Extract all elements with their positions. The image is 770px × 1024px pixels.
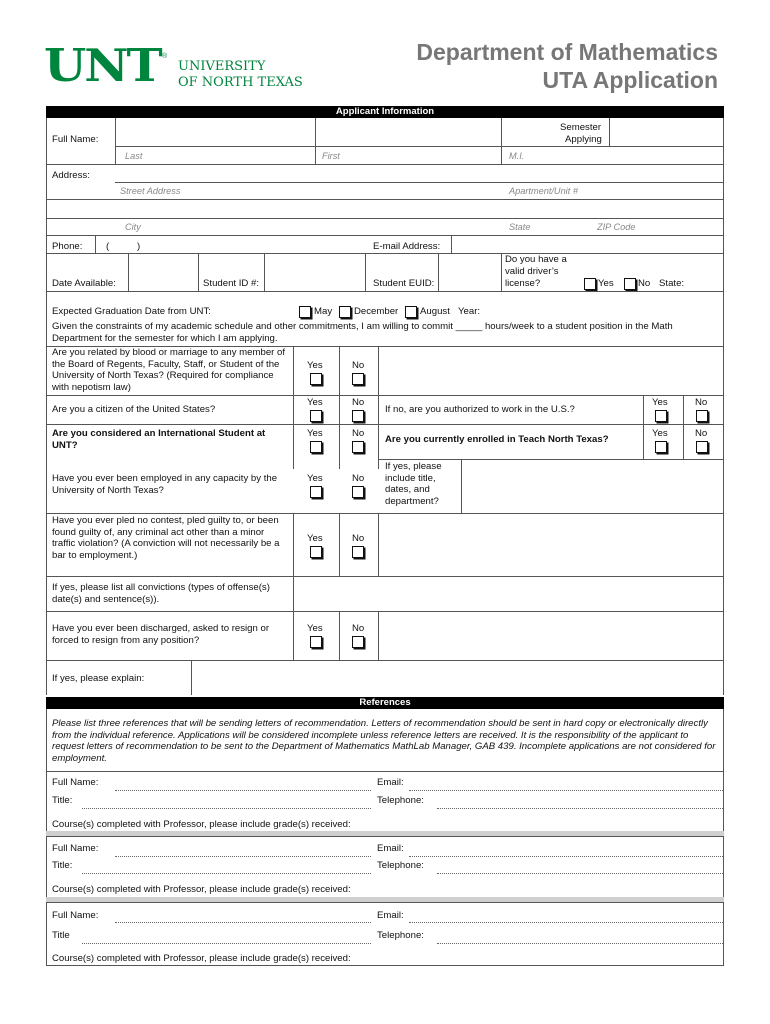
license-question-1: Do you have a: [505, 254, 567, 265]
ref2-telephone-input[interactable]: [440, 860, 717, 871]
international-question: Are you considered an International Student at UNT?: [52, 428, 266, 451]
email-label: E-mail Address:: [373, 241, 441, 252]
ref1-telephone-label: Telephone:: [377, 795, 424, 806]
page-subtitle: UTA Application: [542, 67, 718, 93]
criminal-no-checkbox[interactable]: [352, 546, 364, 558]
ref3-courses-label: Course(s) completed with Professor, please include grade(s) received:: [52, 953, 351, 964]
ref1-full-name-label: Full Name:: [52, 777, 99, 788]
phone-open-paren: (: [106, 241, 110, 252]
address-label: Address:: [52, 170, 90, 181]
date-available-label: Date Available:: [52, 278, 116, 289]
state-caption: State: [509, 222, 531, 232]
citizen-no-checkbox[interactable]: [352, 410, 364, 422]
discharged-no-checkbox[interactable]: [352, 636, 364, 648]
last-name-input[interactable]: [119, 133, 311, 144]
convictions-input[interactable]: [298, 580, 718, 608]
teach-no-checkbox[interactable]: [696, 441, 708, 453]
hours-commitment-line2: Department for the semester for which I am applying.: [52, 333, 278, 344]
ref2-telephone-label: Telephone:: [377, 860, 424, 871]
graduation-may-label: May: [314, 306, 333, 317]
discharged-no-label: No: [352, 623, 365, 634]
section-header-references: References: [46, 697, 724, 709]
criminal-yes-checkbox[interactable]: [310, 546, 322, 558]
related-no-label: No: [352, 360, 365, 371]
apartment-caption: Apartment/Unit #: [509, 186, 578, 196]
citizen-yes-checkbox[interactable]: [310, 410, 322, 422]
international-no-checkbox[interactable]: [352, 441, 364, 453]
student-euid-label: Student EUID:: [373, 278, 435, 289]
authorized-question: If no, are you authorized to work in the U.S.?: [385, 404, 575, 415]
teach-yes-checkbox[interactable]: [655, 441, 667, 453]
employed-question: Have you ever been employed in any capacity by the University of North Texas?: [52, 473, 278, 496]
graduation-august-checkbox[interactable]: [405, 306, 417, 318]
ref1-title-label: Title:: [52, 795, 73, 806]
authorized-no-label: No: [695, 397, 708, 408]
license-state-label: State:: [659, 278, 685, 289]
license-yes-checkbox[interactable]: [584, 278, 596, 290]
semester-label-1: Semester: [560, 122, 602, 133]
ref2-email-input[interactable]: [412, 843, 717, 854]
mi-caption: M.I.: [509, 151, 525, 161]
phone-label: Phone:: [52, 241, 83, 252]
citizen-no-label: No: [352, 397, 365, 408]
student-euid-input[interactable]: [441, 278, 499, 289]
student-id-input[interactable]: [267, 278, 362, 289]
employed-yes-checkbox[interactable]: [310, 486, 322, 498]
authorized-yes-label: Yes: [652, 397, 668, 408]
international-no-label: No: [352, 428, 365, 439]
logo-university-line1: UNIVERSITY: [178, 59, 266, 74]
ref3-full-name-label: Full Name:: [52, 910, 99, 921]
teach-question: Are you currently enrolled in Teach North Texas?: [385, 434, 609, 445]
graduation-year-input[interactable]: [488, 306, 548, 317]
related-yes-checkbox[interactable]: [310, 373, 322, 385]
authorized-no-checkbox[interactable]: [696, 410, 708, 422]
ref2-title-input[interactable]: [86, 860, 366, 871]
discharged-yes-checkbox[interactable]: [310, 636, 322, 648]
related-no-checkbox[interactable]: [352, 373, 364, 385]
phone-input[interactable]: [145, 241, 365, 252]
citizen-yes-label: Yes: [307, 397, 323, 408]
first-name-input[interactable]: [320, 133, 498, 144]
graduation-date-label: Expected Graduation Date from UNT:: [52, 306, 211, 317]
ref3-full-name-input[interactable]: [118, 910, 368, 921]
ref2-email-label: Email:: [377, 843, 404, 854]
teach-yes-label: Yes: [652, 428, 668, 439]
semester-applying-input[interactable]: [612, 133, 720, 144]
ref3-title-input[interactable]: [86, 930, 366, 941]
ref1-email-input[interactable]: [412, 777, 717, 788]
license-no-checkbox[interactable]: [624, 278, 636, 290]
last-name-caption: Last: [125, 151, 143, 161]
graduation-august-label: August: [420, 306, 450, 317]
ref3-telephone-label: Telephone:: [377, 930, 424, 941]
section-header-applicant: Applicant Information: [46, 106, 724, 118]
ref1-email-label: Email:: [377, 777, 404, 788]
references-instructions: Please list three references that will be sending letters of recommendation. Letters of recommendation should be sent in hard copy or electronically directly from the individual reference. Applications will be considered incomplete unless reference letters are received. It is the responsibility of the applicant to request letters of recommendation to be sent to the Department of Mathematics MathLab Manager, GAB 439. Incomplete applications are not considered for employment.: [52, 718, 716, 764]
ref2-title-label: Title:: [52, 860, 73, 871]
semester-label-2: Applying: [565, 134, 602, 145]
logo-mark: UNT: [44, 39, 161, 92]
convictions-prompt: If yes, please list all convictions (types of offense(s) date(s) and sentence(s)).: [52, 582, 270, 605]
authorized-yes-checkbox[interactable]: [655, 410, 667, 422]
graduation-year-label: Year:: [458, 306, 481, 317]
ref1-full-name-input[interactable]: [118, 777, 368, 788]
graduation-december-checkbox[interactable]: [339, 306, 351, 318]
graduation-may-checkbox[interactable]: [299, 306, 311, 318]
city-state-zip-input[interactable]: [52, 205, 712, 216]
phone-close-paren: ): [137, 241, 141, 252]
date-available-input[interactable]: [131, 278, 196, 289]
logo-reg-mark: ®: [162, 53, 168, 60]
criminal-question: Have you ever pled no contest, pled guilty to, or been found guilty of, any criminal act other than a minor traffic violation? (A conviction will not necessarily be a bar to employment.): [52, 515, 280, 561]
ref3-courses-input[interactable]: [372, 953, 717, 964]
discharged-yes-label: Yes: [307, 623, 323, 634]
graduation-december-label: December: [354, 306, 399, 317]
ref2-courses-input[interactable]: [372, 884, 717, 895]
student-id-label: Student ID #:: [203, 278, 259, 289]
first-name-caption: First: [322, 151, 340, 161]
full-name-label: Full Name:: [52, 134, 99, 145]
middle-initial-input[interactable]: [505, 133, 605, 144]
license-yes-label: Yes: [598, 278, 614, 289]
teach-no-label: No: [695, 428, 708, 439]
page-title: Department of Mathematics: [416, 39, 718, 65]
ref3-email-input[interactable]: [412, 910, 717, 921]
license-no-label: No: [638, 278, 651, 289]
ref1-courses-input[interactable]: [372, 819, 717, 830]
email-input[interactable]: [455, 241, 720, 252]
logo-university-line2: OF NORTH TEXAS: [178, 75, 303, 90]
ref2-full-name-label: Full Name:: [52, 843, 99, 854]
zip-caption: ZIP Code: [597, 222, 636, 232]
related-yes-label: Yes: [307, 360, 323, 371]
employed-no-checkbox[interactable]: [352, 486, 364, 498]
employed-no-label: No: [352, 473, 365, 484]
ref2-courses-label: Course(s) completed with Professor, please include grade(s) received:: [52, 884, 351, 895]
citizen-question: Are you a citizen of the United States?: [52, 404, 216, 415]
ref1-telephone-input[interactable]: [440, 795, 717, 806]
ref2-full-name-input[interactable]: [118, 843, 368, 854]
street-address-caption: Street Address: [120, 186, 181, 196]
ref3-telephone-input[interactable]: [440, 930, 717, 941]
ref3-email-label: Email:: [377, 910, 404, 921]
employed-yes-label: Yes: [307, 473, 323, 484]
city-caption: City: [125, 222, 141, 232]
street-address-input[interactable]: [119, 170, 719, 181]
ref1-courses-label: Course(s) completed with Professor, please include grade(s) received:: [52, 819, 351, 830]
employed-detail-prompt: If yes, please include title, dates, and department?: [385, 461, 442, 507]
explain-prompt: If yes, please explain:: [52, 673, 145, 684]
license-question-2: valid driver’s: [505, 266, 559, 277]
ref3-title-label: Title: [52, 930, 70, 941]
license-question-3: license?: [505, 278, 541, 289]
discharged-question: Have you ever been discharged, asked to resign or forced to resign from any position?: [52, 623, 270, 646]
ref1-title-input[interactable]: [86, 795, 366, 806]
criminal-yes-label: Yes: [307, 533, 323, 544]
hours-commitment-line1: Given the constraints of my academic schedule and other commitments, I am willing to commit _____ hours/week to a student position in the Math: [52, 321, 673, 332]
international-yes-label: Yes: [307, 428, 323, 439]
related-question: Are you related by blood or marriage to any member of the Board of Regents, Faculty, Staff, or Student of the University of North Texas? (Required for compliance with nepotism law): [52, 347, 286, 393]
employed-detail-input[interactable]: [466, 463, 718, 508]
explain-input[interactable]: [196, 664, 718, 690]
criminal-no-label: No: [352, 533, 365, 544]
international-yes-checkbox[interactable]: [310, 441, 322, 453]
